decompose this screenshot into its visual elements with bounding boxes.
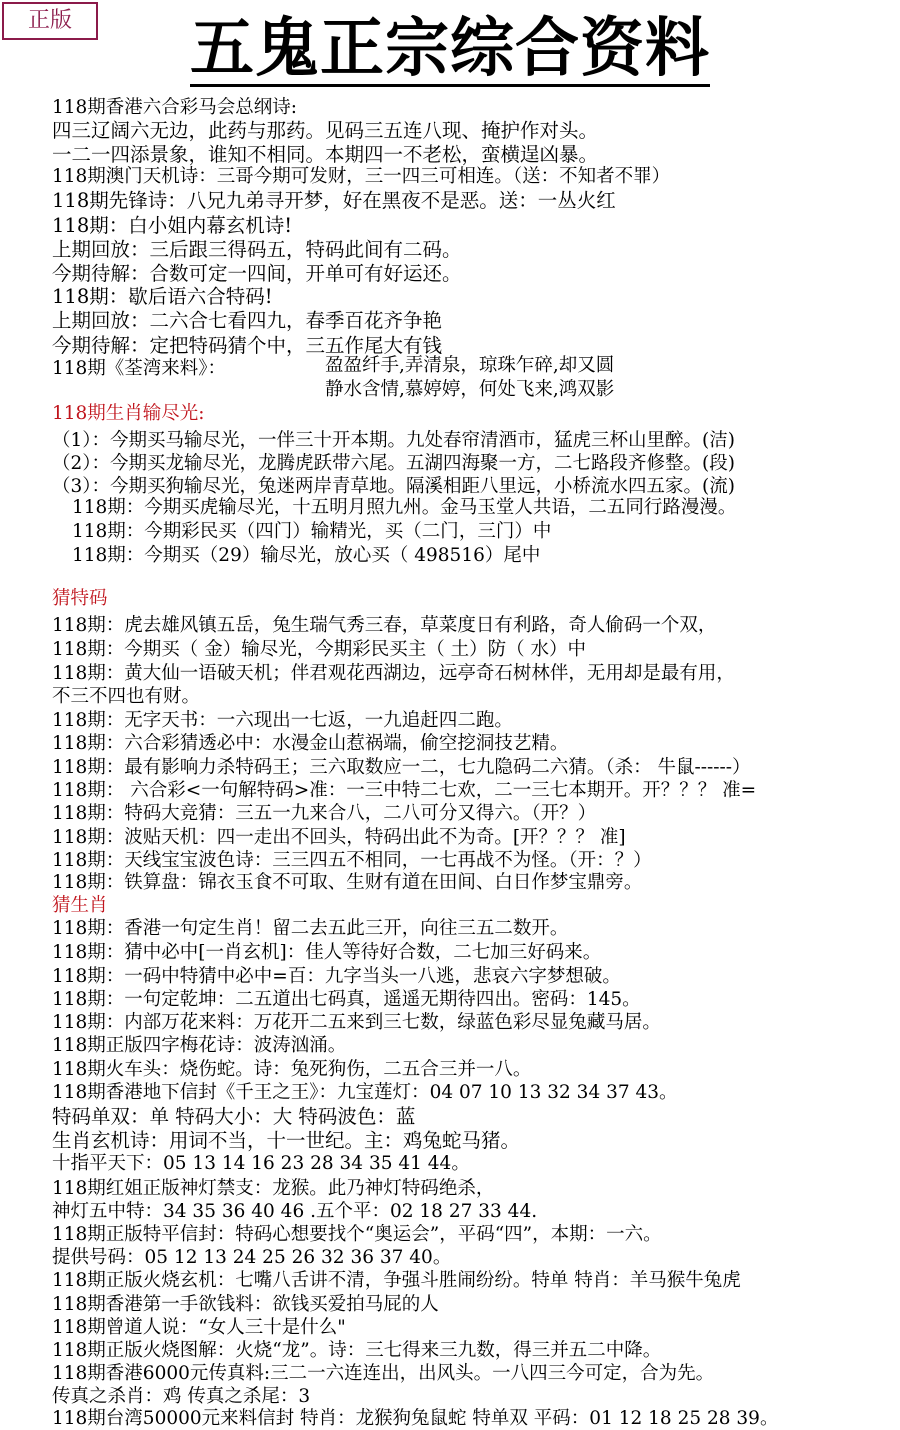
text-line: 118期香港第一手欲钱料：欲钱买爱拍马屁的人 bbox=[52, 1294, 439, 1315]
text-line: 今期待解：合数可定一四间，开单可有好运还。 bbox=[52, 262, 462, 285]
text-line: 十指平天下：05 13 14 16 23 28 34 35 41 44。 bbox=[52, 1153, 470, 1174]
text-line: 118期正版四字梅花诗：波涛汹涌。 bbox=[52, 1035, 347, 1056]
text-line: 118期：香港一句定生肖！留二去五此三开，向往三五二数开。 bbox=[52, 918, 569, 939]
text-line: 118期：今期买（ 金）输尽光，今期彩民买主（ 土）防（ 水）中 bbox=[52, 639, 586, 660]
text-line: 118期： 六合彩<一句解特码>准：一三中特二七欢，二一三七本期开。开？？？ 准= bbox=[52, 780, 757, 801]
text-line: 提供号码：05 12 13 24 25 26 32 36 37 40。 bbox=[52, 1247, 452, 1268]
text-line: 118期红姐正版神灯禁支：龙猴。此乃神灯特码绝杀， bbox=[52, 1178, 495, 1199]
text-line: 118期香港六合彩马会总纲诗: bbox=[52, 97, 298, 118]
text-line: 118期：猜中必中[一肖玄机]：佳人等待好合数，二七加三好码来。 bbox=[52, 942, 602, 963]
text-line: 118期先锋诗：八兄九弟寻开梦，好在黑夜不是恶。送：一丛火红 bbox=[52, 189, 616, 212]
text-line: （3）：今期买狗输尽光，兔迷两岸青草地。隔溪相距八里远，小桥流水四五家。(流) bbox=[52, 476, 735, 497]
text-line: 118期：内部万花来料：万花开二五来到三七数，绿蓝色彩尽显兔藏马居。 bbox=[52, 1012, 661, 1033]
page-title-wrap bbox=[0, 14, 900, 87]
text-line: 118期：无字天书：一六现出一七返，一九追赶四二跑。 bbox=[52, 710, 513, 731]
text-line: （2）：今期买龙输尽光，龙腾虎跃带六尾。五湖四海聚一方，二七路段齐修整。(段) bbox=[52, 453, 735, 474]
text-line: 今期待解：定把特码猜个中，三五作尾大有钱 bbox=[52, 334, 443, 357]
text-line: 生肖玄机诗：用词不当，十一世纪。主：鸡兔蛇马猪。 bbox=[52, 1129, 521, 1152]
poem-line: 盈盈纤手,弄清泉，琼珠乍碎,却又圆 bbox=[325, 355, 615, 376]
text-line: 118期正版火烧图解：火烧“龙”。诗：三七得来三九数，得三并五二中降。 bbox=[52, 1340, 662, 1361]
section-heading: 118期生肖输尽光: bbox=[52, 403, 205, 424]
text-line: 118期台湾50000元来料信封 特肖：龙猴狗兔鼠蛇 特单双 平码：01 12 18 25 28 39。 bbox=[52, 1408, 779, 1429]
text-line: 118期澳门天机诗：三哥今期可发财，三一四三可相连。（送：不知者不罪） bbox=[52, 166, 671, 187]
text-line: 118期：天线宝宝波色诗：三三四五不相同，一七再战不为怪。（开：？） bbox=[52, 850, 652, 871]
text-line: 一二一四添景象，谁知不相同。本期四一不老松，蛮横逞凶暴。 bbox=[52, 143, 599, 166]
text-line: 118期：一码中特猜中必中=百：九字当头一八逃，悲哀六字梦想破。 bbox=[52, 966, 621, 987]
text-line: 118期：今期买虎输尽光，十五明月照九州。金马玉堂人共语，二五同行路漫漫。 bbox=[72, 497, 737, 518]
text-line: 118期：六合彩猜透必中：水漫金山惹祸端，偷空挖洞技艺精。 bbox=[52, 733, 569, 754]
text-line: 118期：白小姐内幕玄机诗! bbox=[52, 214, 293, 237]
page-title: 五鬼正宗综合资料 bbox=[190, 12, 710, 86]
text-line: 118期：今期彩民买（四门）输精光，买（二门，三门）中 bbox=[72, 521, 552, 542]
text-line: （1）：今期买马输尽光，一伴三十开本期。九处春帘清酒市，猛虎三杯山里醉。(洁) bbox=[52, 430, 735, 451]
text-line: 118期香港地下信封《千王之王》：九宝莲灯：04 07 10 13 32 34 37 43。 bbox=[52, 1082, 678, 1103]
poem-line: 静水含情,慕婷婷，何处飞来,鸿双影 bbox=[325, 379, 615, 400]
text-line: 118期：今期买（29）输尽光，放心买（ 498516）尾中 bbox=[72, 545, 541, 566]
text-line: 118期：最有影响力杀特码王；三六取数应一二，七九隐码二六猜。（杀： 牛鼠------） bbox=[52, 757, 751, 778]
text-line: 特码单双：单 特码大小：大 特码波色：蓝 bbox=[52, 1105, 416, 1128]
text-line: 118期：黄大仙一语破天机；伴君观花西湖边，远亭奇石树林伴，无用却是最有用， bbox=[52, 663, 735, 684]
section-heading: 猜生肖 bbox=[52, 895, 108, 916]
text-line: 118期：虎去雄风镇五岳，兔生瑞气秀三春，草菜度日有利路，奇人偷码一个双， bbox=[52, 615, 717, 636]
text-line: 118期：特码大竞猜：三五一九来合八，二八可分又得六。（开？） bbox=[52, 803, 597, 824]
text-line: 上期回放：三后跟三得码五，特码此间有二码。 bbox=[52, 238, 462, 261]
edition-badge: 正版 bbox=[2, 2, 98, 40]
text-line: 118期香港6000元传真料:三二一六连连出，出风头。一八四三今可定，合为先。 bbox=[52, 1363, 715, 1384]
text-line: 118期：波贴天机：四一走出不回头，特码出此不为奇。[开？？？ 准] bbox=[52, 827, 626, 848]
text-line: 118期曾道人说：“女人三十是什么" bbox=[52, 1317, 346, 1338]
text-line: 不三不四也有财。 bbox=[52, 686, 201, 707]
text-line: 118期：歇后语六合特码! bbox=[52, 285, 273, 308]
text-line: 118期：一句定乾坤：二五道出七码真，遥遥无期待四出。密码：145。 bbox=[52, 989, 641, 1010]
text-line: 传真之杀肖：鸡 传真之杀尾：3 bbox=[52, 1386, 311, 1407]
text-line: 神灯五中特：34 35 36 40 46 .五个平：02 18 27 33 44. bbox=[52, 1201, 538, 1222]
text-line: 118期正版特平信封：特码心想要找个“奥运会”，平码“四”，本期：一六。 bbox=[52, 1224, 662, 1245]
text-line: 118期《荃湾来料》： bbox=[52, 358, 227, 379]
section-heading: 猜特码 bbox=[52, 588, 108, 609]
text-line: 四三辽阔六无边，此药与那药。见码三五连八现、掩护作对头。 bbox=[52, 119, 599, 142]
text-line: 118期：铁算盘：锦衣玉食不可取、生财有道在田间、白日作梦宝鼎旁。 bbox=[52, 872, 643, 893]
text-line: 上期回放：二六合七看四九，春季百花齐争艳 bbox=[52, 309, 443, 332]
text-line: 118期火车头：烧伤蛇。诗：兔死狗伤，二五合三并一八。 bbox=[52, 1059, 532, 1080]
text-line: 118期正版火烧玄机：七嘴八舌讲不清，争强斗胜闹纷纷。特单 特肖：羊马猴牛兔虎 bbox=[52, 1270, 741, 1291]
